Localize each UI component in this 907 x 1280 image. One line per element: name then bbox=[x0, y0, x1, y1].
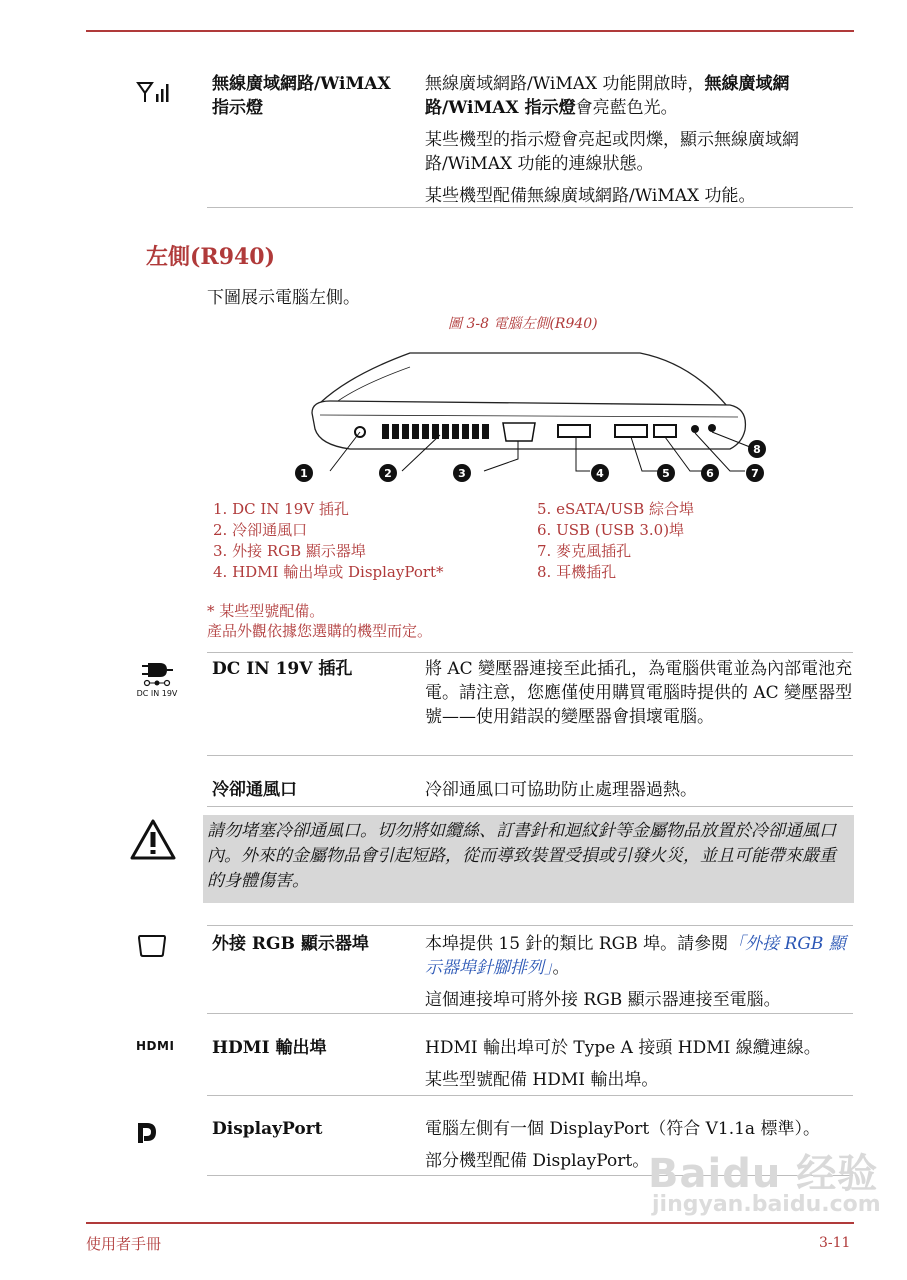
callout-label: 2 bbox=[384, 467, 392, 480]
wimax-desc3: 某些機型配備無線廣域網路/WiMAX 功能。 bbox=[425, 186, 756, 206]
hdmi-desc1: HDMI 輸出埠可於 Type A 接頭 HDMI 線纜連線。 bbox=[425, 1038, 821, 1058]
callout-label: 6 bbox=[706, 467, 714, 480]
figure-caption: 圖 3-8 電腦左側(R940) bbox=[448, 316, 598, 332]
divider bbox=[207, 1013, 853, 1014]
rgb-desc2: 這個連接埠可將外接 RGB 顯示器連接至電腦。 bbox=[425, 990, 781, 1010]
cooling-vent-icon bbox=[382, 424, 489, 439]
rgb-monitor-icon bbox=[137, 934, 167, 962]
divider bbox=[207, 207, 853, 208]
wimax-description bbox=[425, 72, 853, 216]
section-heading: 左側(R940) bbox=[146, 244, 276, 270]
callout-label: 3 bbox=[458, 467, 466, 480]
dc-in-description: 將 AC 變壓器連接至此插孔，為電腦供電並為內部電池充電。請注意，您應僅使用購買電腦時提供的 AC 變壓器型號——使用錯誤的變壓器會損壞電腦。 bbox=[425, 659, 853, 727]
displayport-desc2: 部分機型配備 DisplayPort。 bbox=[425, 1151, 650, 1171]
hdmi-desc2: 某些型號配備 HDMI 輸出埠。 bbox=[425, 1070, 659, 1090]
legend-item: 3. 外接 RGB 顯示器埠 bbox=[213, 542, 366, 560]
legend-item: 2. 冷卻通風口 bbox=[213, 521, 308, 539]
hdmi-description bbox=[425, 1036, 853, 1100]
wimax-term-line: 無線廣域網路/WiMAX bbox=[212, 74, 391, 94]
rgb-term: 外接 RGB 顯示器埠 bbox=[212, 934, 369, 954]
callout-label: 4 bbox=[596, 467, 604, 480]
dc-in-icon bbox=[136, 661, 178, 698]
hdmi-term: HDMI 輸出埠 bbox=[212, 1038, 327, 1058]
callout-label: 1 bbox=[300, 467, 308, 480]
vent-description: 冷卻通風口可協助防止處理器過熱。 bbox=[425, 780, 697, 800]
divider bbox=[207, 925, 853, 926]
legend-item: 7. 麥克風插孔 bbox=[537, 542, 632, 560]
wimax-desc1-bold: 無線廣域網路/WiMAX 指示燈 bbox=[425, 74, 790, 118]
legend-item: 1. DC IN 19V 插孔 bbox=[213, 500, 349, 518]
callout-label: 7 bbox=[751, 467, 759, 480]
hdmi-icon: HDMI bbox=[136, 1039, 175, 1053]
note-line: * 某些型號配備。 bbox=[207, 602, 325, 620]
figure-note bbox=[207, 601, 432, 641]
rgb-desc1-post: 。 bbox=[552, 958, 570, 978]
divider bbox=[207, 1095, 853, 1096]
displayport-desc1: 電腦左側有一個 DisplayPort（符合 V1.1a 標準）。 bbox=[425, 1119, 820, 1139]
callout-label: 5 bbox=[662, 467, 670, 480]
watermark-url: jingyan.baidu.com bbox=[652, 1192, 881, 1217]
wimax-antenna-icon bbox=[136, 80, 170, 108]
hdmi-port-icon bbox=[558, 425, 590, 437]
page-number: 3-11 bbox=[819, 1235, 851, 1251]
warning-text: 請勿堵塞冷卻通風口。切勿將如纜絲、訂書針和迴紋針等金屬物品放置於冷卻通風口內。外來的金屬物品會引起短路，從而導致裝置受損或引發火災，並且可能帶來嚴重的身體傷害。 bbox=[207, 821, 836, 891]
rgb-description bbox=[425, 932, 853, 1020]
watermark-logo: Baidu 经验 bbox=[648, 1151, 879, 1197]
wimax-term bbox=[212, 72, 412, 120]
legend-left bbox=[213, 499, 444, 583]
warning-icon bbox=[129, 818, 177, 866]
wimax-desc2: 某些機型的指示燈會亮起或閃爍，顯示無線廣域網路/WiMAX 功能的連線狀態。 bbox=[425, 130, 799, 174]
laptop-left-side-figure bbox=[290, 345, 770, 489]
legend-item: 5. eSATA/USB 綜合埠 bbox=[537, 500, 695, 518]
mic-jack-icon bbox=[691, 425, 699, 433]
footer-rule bbox=[86, 1222, 854, 1224]
divider bbox=[207, 652, 853, 653]
rgb-pinout-link[interactable]: 「外接 RGB 顯示器埠針腳排列」 bbox=[425, 934, 846, 978]
dc-in-icon-label: DC IN 19V bbox=[136, 689, 178, 698]
divider bbox=[207, 755, 853, 756]
usb-port-icon bbox=[654, 425, 676, 437]
legend-right bbox=[537, 499, 694, 583]
displayport-icon bbox=[135, 1121, 159, 1149]
headphone-jack-icon bbox=[708, 424, 716, 432]
top-rule bbox=[86, 30, 854, 32]
callout-label: 8 bbox=[753, 443, 761, 456]
dc-in-term: DC IN 19V 插孔 bbox=[212, 659, 353, 679]
divider bbox=[207, 806, 853, 807]
rgb-desc1-text: 本埠提供 15 針的類比 RGB 埠。請參閱 bbox=[425, 934, 729, 954]
wimax-term-line: 指示燈 bbox=[212, 98, 263, 118]
footer-title: 使用者手冊 bbox=[86, 1235, 162, 1253]
note-line: 產品外觀依據您選購的機型而定。 bbox=[207, 622, 433, 640]
legend-item: 8. 耳機插孔 bbox=[537, 563, 617, 581]
vent-term: 冷卻通風口 bbox=[212, 780, 297, 800]
wimax-desc1-post: 會亮藍色光。 bbox=[575, 98, 678, 118]
displayport-term: DisplayPort bbox=[212, 1119, 323, 1139]
legend-item: 6. USB (USB 3.0)埠 bbox=[537, 521, 685, 539]
esata-port-icon bbox=[615, 425, 647, 437]
wimax-desc1-text: 無線廣域網路/WiMAX 功能開啟時， bbox=[425, 74, 705, 94]
legend-item: 4. HDMI 輸出埠或 DisplayPort* bbox=[213, 563, 444, 581]
section-intro: 下圖展示電腦左側。 bbox=[207, 288, 360, 308]
rgb-port-icon bbox=[503, 423, 535, 441]
